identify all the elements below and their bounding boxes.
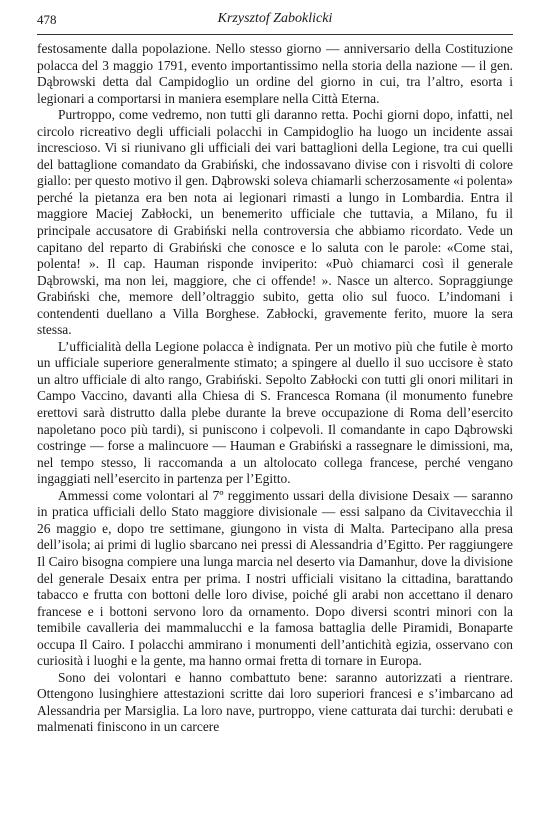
body-text — [37, 41, 513, 736]
paragraph: Sono dei volontari e hanno combattuto bene: saranno autorizzati a rientrare. Ottengono lusinghiere attestazioni scritte dai loro superiori francesi e s’imbarcano ad Alessandria per Marsiglia. La loro nave, purtroppo, viene catturata dai turchi: derubati e malmenati finiscono in un carcere — [37, 669, 513, 735]
paragraph: festosamente dalla popolazione. Nello stesso giorno — anniversario della Costituzione polacca del 3 maggio 1791, evento importantissimo nella storia della nazione — il gen. Dąbrowski detta dal Campidoglio un ordine del giorno in cui, tra l’altro, esorta i legionari a comportarsi in maniera esemplare nella Città Eterna. — [37, 41, 513, 106]
paragraph: L’ufficialità della Legione polacca è indignata. Per un motivo più che futile è morto un ufficiale superiore generalmente stimato; a spingere al duello il suo uccisore è stato un altro ufficiale di alto rango, Grabiński. Sepolto Zabłocki con tutti gli onori militari in Campo Vaccino, davanti alla Chiesa di S. Francesca Romana (il monumento funebre erettovi sarà distrutto dalla plebe durante la breve occupazione di Roma dell’esercito napoletano poco più tardi), si puniscono i colpevoli. Il comandante in capo Dąbrowski costringe — forse a malincuore — Hauman e Grabiński a rassegnare le dimissioni, ma, nel tempo stesso, li raccomanda a un altolocato collega francese, perché vengano ingaggiati nell’esercito in partenza per l’Egitto. — [37, 338, 513, 487]
page-number: 478 — [37, 12, 57, 27]
paragraph: Purtroppo, come vedremo, non tutti gli daranno retta. Pochi giorni dopo, infatti, nel circolo ricreativo degli ufficiali polacchi in Campidoglio ha luogo un incidente assai increscioso. Vi si riunivano gli ufficiali dei vari battaglioni della Legione, tra cui quelli del battaglione comandato da Grabiński, che indossavano divise con i risvolti di colore giallo: per questo motivo il gen. Dąbrowski soleva chiamarli scherzosamente «i polenta» perché la pietanza era ben nota ai legionari rimasti a lungo in Lombardia. Entra il maggiore Maciej Zabłocki, un benemerito ufficiale che tuttavia, a Milano, fu il principale accusatore di Grabiński nella controversia che abbiamo ricordato. Vede un capitano del reparto di Grabiński che conosce e lo saluta con le parole: «Come stai, polenta! ». Il cap. Hauman risponde inviperito: «Può chiamarci così il generale Dąbrowski, ma non lei, maggiore, che ci offende! ». Nasce un alterco. Sopraggiunge Grabiński che, memore dell’oltraggio subito, getta olio sul fuoco. L’indomani i contendenti duellano a Villa Borghese. Zabłocki, gravemente ferito, muore la sera stessa. — [37, 107, 513, 338]
paragraph: Ammessi come volontari al 7º reggimento ussari della divisione Desaix — saranno in pratica ufficiali dello Stato maggiore divisionale — essi salpano da Civitavecchia il 26 maggio e, dopo tre settimane, giungono in vista di Malta. Partecipano alla presa dell’isola; ai primi di luglio sbarcano nei pressi di Alessandria d’Egitto. Per raggiungere Il Cairo bisogna compiere una lunga marcia nel deserto via Damanhur, dove la divisione del generale Desaix entra per prima. I nostri ufficiali visitano la cittadina, barattando tabacco e frutta con bottoni delle loro divise, poiché gli arabi non accettano il denaro francese e i bottoni servono loro da ornamento. Dopo diversi scontri minori con la temibile cavalleria dei mammalucchi e la famosa battaglia delle Piramidi, Bonaparte occupa Il Cairo. I polacchi ammirano i monumenti dell’antichità egizia, osservano con curiosità i luoghi e la gente, ma hanno ormai fretta di tornare in Europa. — [37, 487, 513, 669]
page-header — [37, 6, 513, 35]
running-head-author: Krzysztof Zaboklicki — [217, 11, 333, 26]
